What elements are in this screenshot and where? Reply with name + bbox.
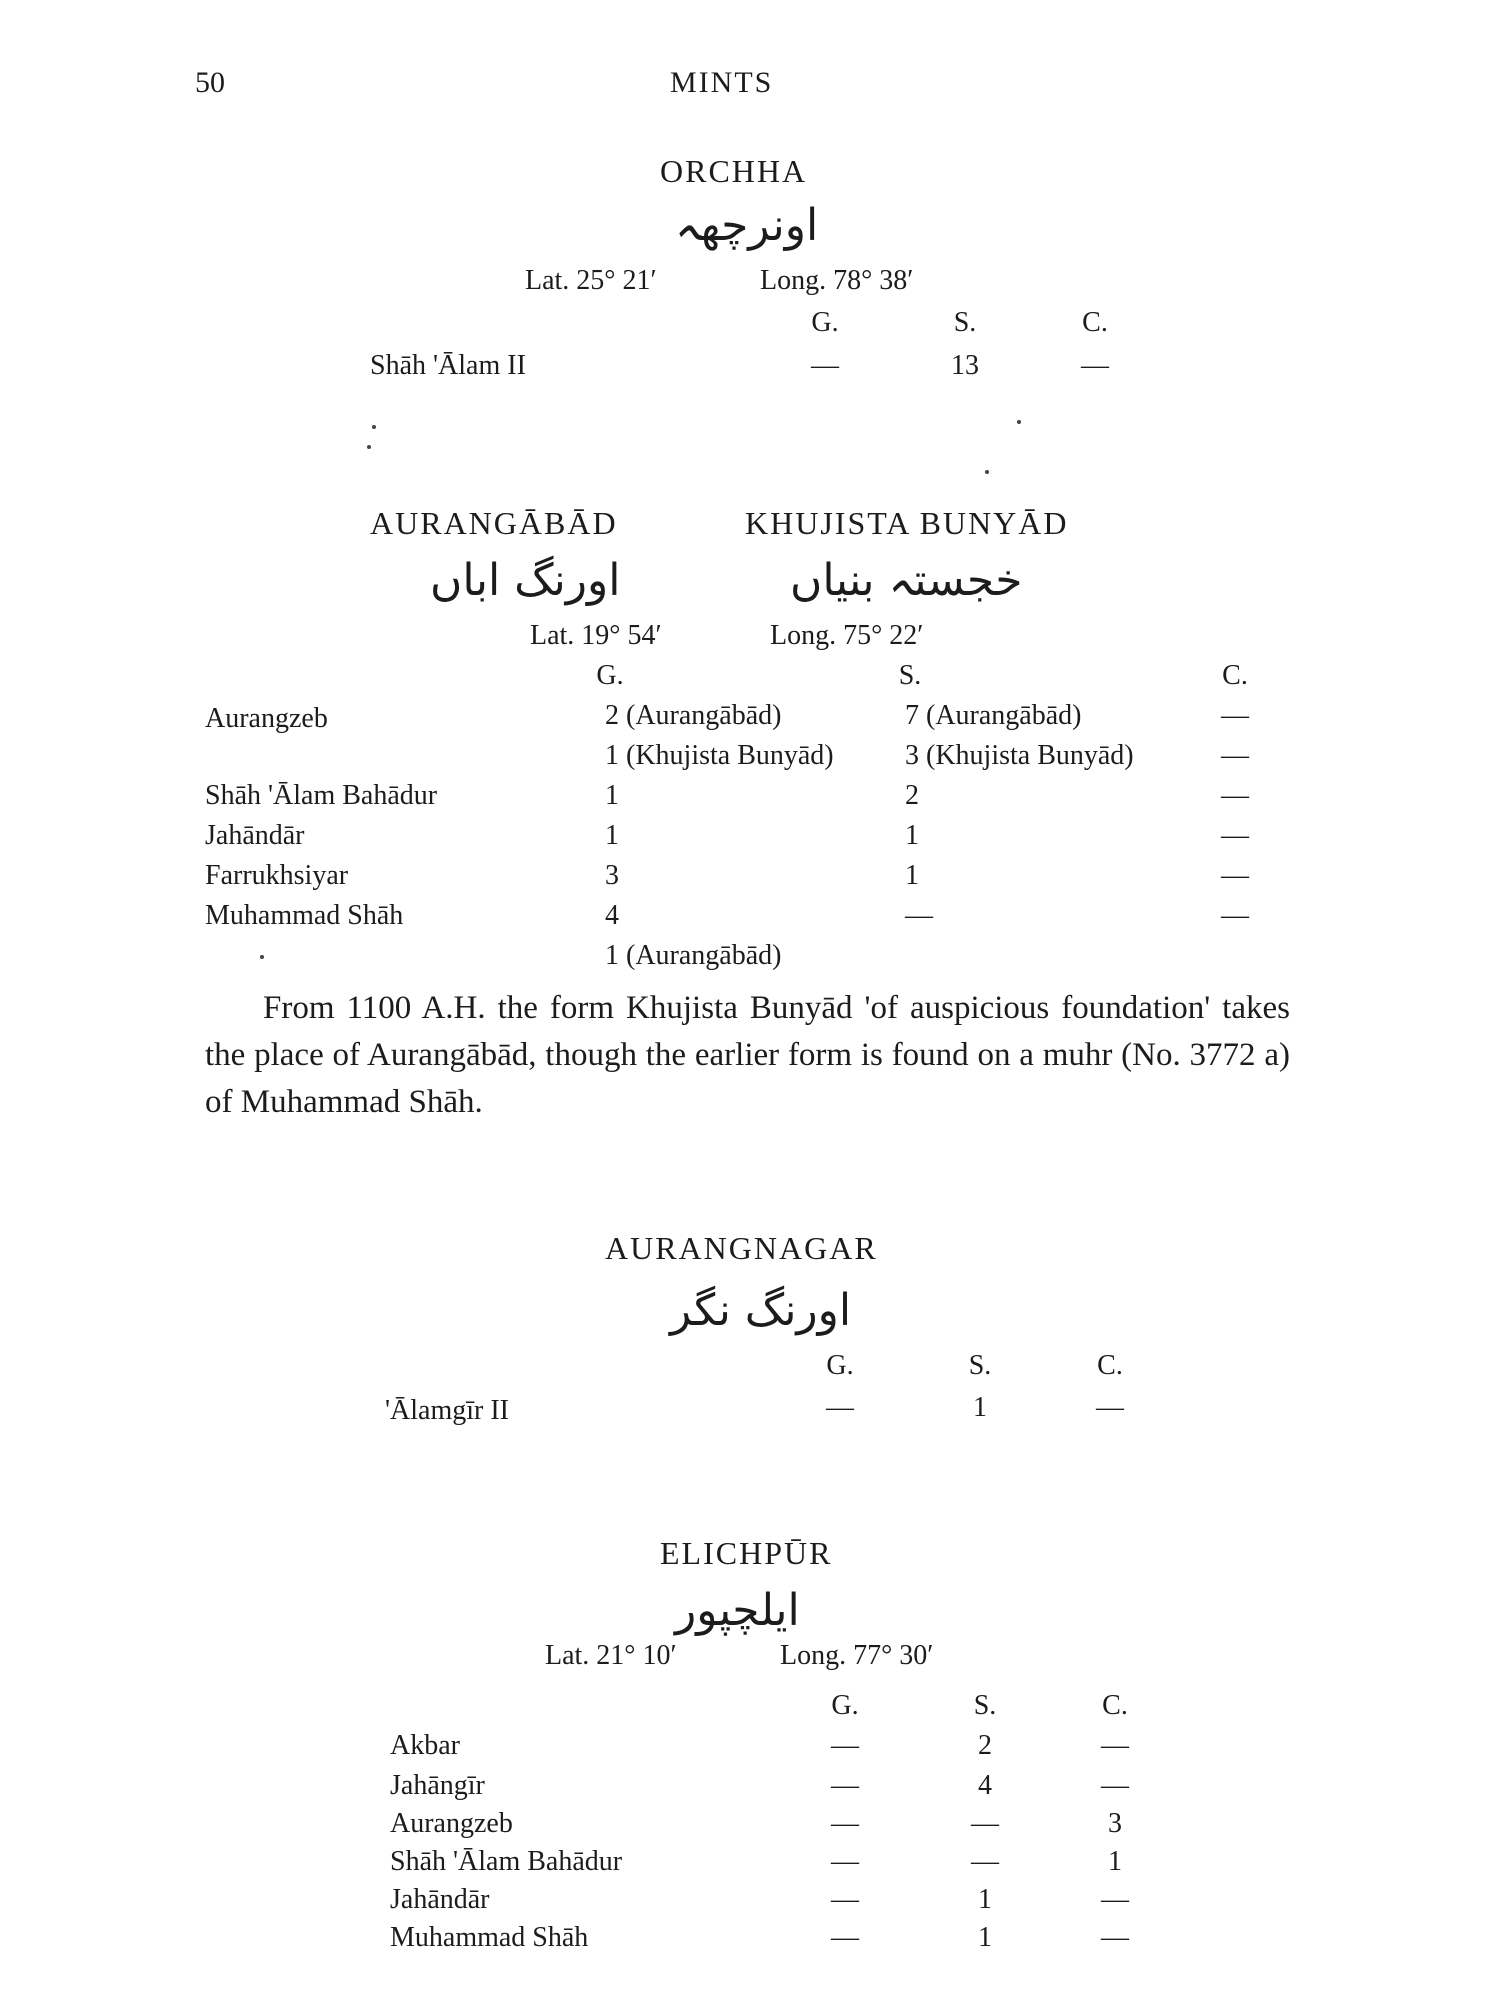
elichpur-header-g: G. [831,1690,859,1721]
table-row-name: Aurangzeb [390,1808,513,1839]
table-cell-c: — [1221,900,1249,931]
orchha-header-s: S. [953,307,977,338]
elichpur-long: Long. 77° 30′ [780,1640,934,1671]
scan-speck [1017,420,1021,424]
table-cell-s: 2 [978,1730,992,1761]
table-cell-g: 4 [605,900,619,931]
table-cell-s: 2 [905,780,919,811]
aurangnagar-arabic: اورنگ نگر [670,1285,852,1336]
table-cell-g: 1 [605,820,619,851]
table-cell-s: 1 [973,1392,987,1423]
aurangabad-note-text: From 1100 A.H. the form Khujista Bunyād 'of auspicious foundation' takes the place of Aurangābād, though the earlier form is found on a muhr (No. 3772 a) of Muhammad Shāh. [205,990,1290,1120]
aurangabad-long: Long. 75° 22′ [770,620,924,651]
table-cell-g: 1 (Khujista Bunyād) [605,740,834,771]
table-cell-c: — [1221,740,1249,771]
aurangabad-header-g: G. [596,660,624,691]
table-cell-s: — [905,900,933,931]
scan-speck [367,445,371,449]
khujista-bunyad-arabic: خجستہ بنیاں [790,555,1023,606]
table-cell-c: — [1101,1884,1129,1915]
orchha-header-c: C. [1082,307,1108,338]
table-row-name: Shāh 'Ālam II [370,350,526,381]
table-cell-s: 1 [978,1922,992,1953]
aurangabad-header-s: S. [898,660,922,691]
table-row-name: Jahāndār [205,820,305,851]
elichpur-header-c: C. [1102,1690,1128,1721]
orchha-long: Long. 78° 38′ [760,265,914,296]
table-row-name: Aurangzeb [205,703,328,734]
table-cell-s: 4 [978,1770,992,1801]
elichpur-lat: Lat. 21° 10′ [545,1640,677,1671]
elichpur-arabic: ایلچپور [675,1585,800,1636]
table-cell-g: — [831,1770,859,1801]
table-cell-s: 1 [978,1884,992,1915]
table-cell-g: 1 (Aurangābād) [605,940,782,971]
table-cell-c: — [1221,700,1249,731]
table-cell-c: — [1221,860,1249,891]
table-row-name: Jahāngīr [390,1770,485,1801]
table-cell-c: 1 [1108,1846,1122,1877]
aurangnagar-header-c: C. [1097,1350,1123,1381]
table-cell-c: — [1101,1770,1129,1801]
table-cell-s: 1 [905,820,919,851]
page-number: 50 [195,66,225,99]
table-cell-g: 2 (Aurangābād) [605,700,782,731]
elichpur-title: ELICHPŪR [660,1535,833,1571]
scan-speck [372,425,376,429]
table-cell-g: — [831,1922,859,1953]
table-row-name: Akbar [390,1730,460,1761]
table-cell-c: — [1101,1730,1129,1761]
aurangabad-arabic: اورنگ اباں [430,555,621,606]
orchha-title: ORCHHA [660,153,808,189]
table-cell-g: — [831,1846,859,1877]
orchha-header-g: G. [811,307,839,338]
orchha-lat: Lat. 25° 21′ [525,265,657,296]
table-cell-g: — [831,1730,859,1761]
table-row-name: Shāh 'Ālam Bahādur [205,780,438,811]
aurangabad-lat: Lat. 19° 54′ [530,620,662,651]
table-cell-g: — [831,1808,859,1839]
table-cell-c: — [1081,350,1109,381]
table-cell-s: 7 (Aurangābād) [905,700,1082,731]
table-row-name: Farrukhsiyar [205,860,349,891]
scan-speck [260,955,264,959]
aurangnagar-header-g: G. [826,1350,854,1381]
table-cell-s: 1 [905,860,919,891]
table-cell-g: 1 [605,780,619,811]
table-cell-c: — [1221,820,1249,851]
orchha-arabic: اونرچهہ [675,200,819,251]
aurangnagar-header-s: S. [968,1350,992,1381]
table-cell-g: — [831,1884,859,1915]
table-row-name: Shāh 'Ālam Bahādur [390,1846,623,1877]
khujista-bunyad-title: KHUJISTA BUNYĀD [745,505,1069,541]
elichpur-header-s: S. [973,1690,997,1721]
aurangabad-title: AURANGĀBĀD [370,505,618,541]
table-row-name: Jahāndār [390,1884,490,1915]
table-cell-s: 3 (Khujista Bunyād) [905,740,1134,771]
table-row-name: Muhammad Shāh [205,900,404,931]
aurangnagar-title: AURANGNAGAR [605,1230,878,1266]
table-cell-c: — [1221,780,1249,811]
table-row-name: 'Ālamgīr II [385,1395,510,1426]
table-cell-g: 3 [605,860,619,891]
table-cell-s: — [971,1846,999,1877]
running-head: MINTS [670,66,774,99]
table-cell-c: — [1101,1922,1129,1953]
aurangabad-note [205,985,1290,1126]
table-cell-s: — [971,1808,999,1839]
table-cell-s: 13 [951,350,979,381]
scan-speck [985,470,989,474]
aurangabad-header-c: C. [1222,660,1248,691]
table-cell-c: — [1096,1392,1124,1423]
table-cell-c: 3 [1108,1808,1122,1839]
table-row-name: Muhammad Shāh [390,1922,589,1953]
table-cell-g: — [811,350,839,381]
table-cell-g: — [826,1392,854,1423]
